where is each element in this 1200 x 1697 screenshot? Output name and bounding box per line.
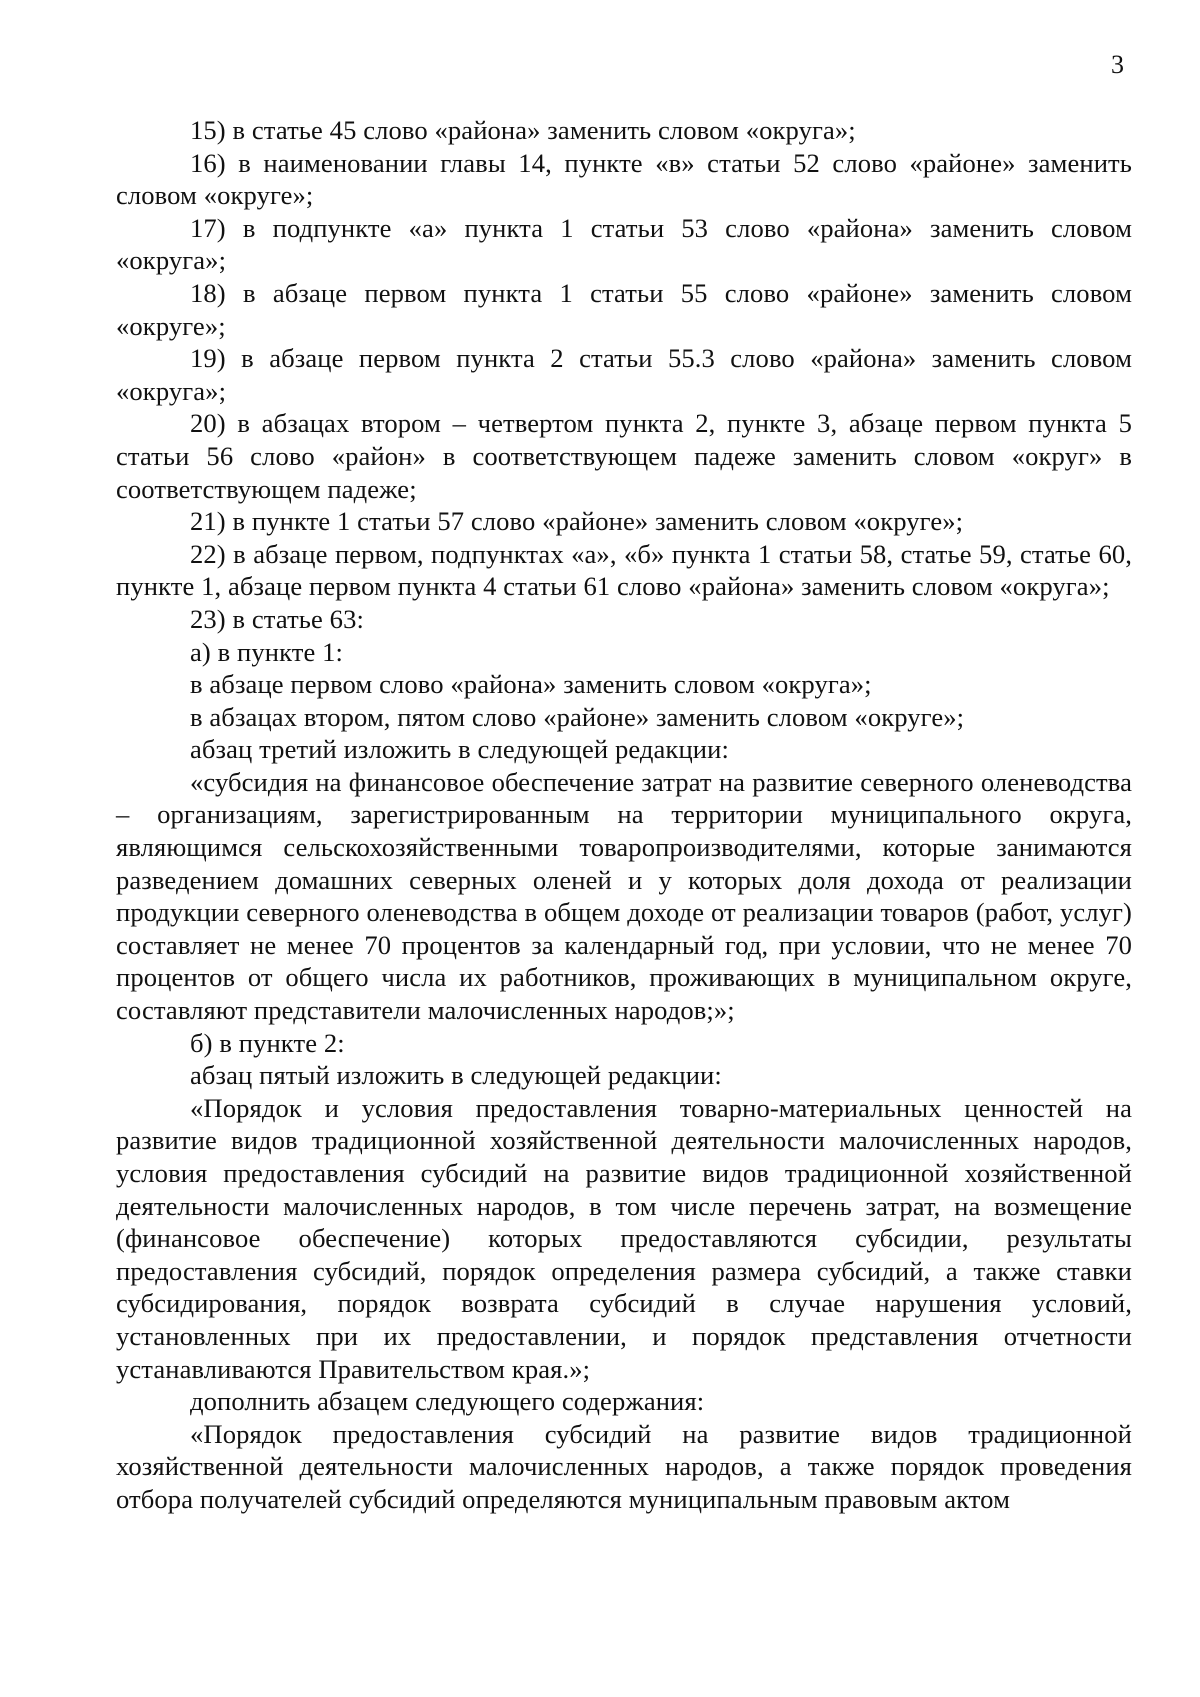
paragraph: абзац пятый изложить в следующей редакции: xyxy=(190,1060,722,1091)
paragraph: 18) в абзаце первом пункта 1 статьи 55 слово «районе» заменить словом «округе»; xyxy=(116,277,1132,341)
page-number: 3 xyxy=(1111,50,1124,79)
paragraph: абзац третий изложить в следующей редакции: xyxy=(190,734,729,765)
paragraph: 23) в статье 63: xyxy=(190,603,364,634)
paragraph: 15) в статье 45 слово «района» заменить словом «округа»; xyxy=(190,115,856,145)
paragraph: б) в пункте 2: xyxy=(190,1027,345,1058)
paragraph: «Порядок и условия предоставления товарно-материальных ценностей на развитие видов традиционной хозяйственной деятельности малочисленных народов, условия предоставления субсидий на развитие видов традиционной хозяйственной деятельности малочисленных народов, в том числе перечень затрат, на возмещение (финансовое обеспечение) которых предоставляются субсидии, результаты предоставления субсидий, порядок определения размера субсидий, а также ставки субсидирования, порядок возврата субсидий в случае нарушения условий, установленных при их предоставлении, и порядок представления отчетности устанавливаются Правительством края.»; xyxy=(116,1092,1132,1384)
paragraph: «Порядок предоставления субсидий на развитие видов традиционной хозяйственной деятельности малочисленных народов, а также порядок проведения отбора получателей субсидий определяются муниципальным правовым актом xyxy=(116,1418,1132,1514)
paragraph: в абзацах втором, пятом слово «районе» заменить словом «округе»; xyxy=(190,701,965,732)
paragraph: 16) в наименовании главы 14, пункте «в» статьи 52 слово «районе» заменить словом «округе»; xyxy=(116,147,1132,211)
paragraph: в абзаце первом слово «района» заменить словом «округа»; xyxy=(190,669,872,700)
paragraph: 21) в пункте 1 статьи 57 слово «районе» заменить словом «округе»; xyxy=(190,506,964,537)
paragraph: 20) в абзацах втором – четвертом пункта 2, пункте 3, абзаце первом пункта 5 статьи 56 слово «район» в соответствующем падеже заменить словом «округ» в соответствующем падеже; xyxy=(116,408,1132,504)
document-body xyxy=(116,114,1132,1516)
paragraph: а) в пункте 1: xyxy=(190,636,344,667)
paragraph: «субсидия на финансовое обеспечение затрат на развитие северного оленеводства – организациям, зарегистрированным на территории муниципального округа, являющимся сельскохозяйственными товаропроизводителями, которые занимаются разведением домашних северных оленей и у которых доля дохода от реализации продукции северного оленеводства в общем доходе от реализации товаров (работ, услуг) составляет не менее 70 процентов за календарный год, при условии, что не менее 70 процентов от общего числа их работников, проживающих в муниципальном округе, составляют представители малочисленных народов;»; xyxy=(116,766,1132,1026)
paragraph: 22) в абзаце первом, подпунктах «а», «б» пункта 1 статьи 58, статье 59, статье 60, пункте 1, абзаце первом пункта 4 статьи 61 слово «района» заменить словом «округа»; xyxy=(116,538,1132,602)
paragraph: 17) в подпункте «а» пункта 1 статьи 53 слово «района» заменить словом «округа»; xyxy=(116,212,1132,276)
paragraph: 19) в абзаце первом пункта 2 статьи 55.3 слово «района» заменить словом «округа»; xyxy=(116,343,1132,406)
paragraph: дополнить абзацем следующего содержания: xyxy=(190,1386,705,1417)
